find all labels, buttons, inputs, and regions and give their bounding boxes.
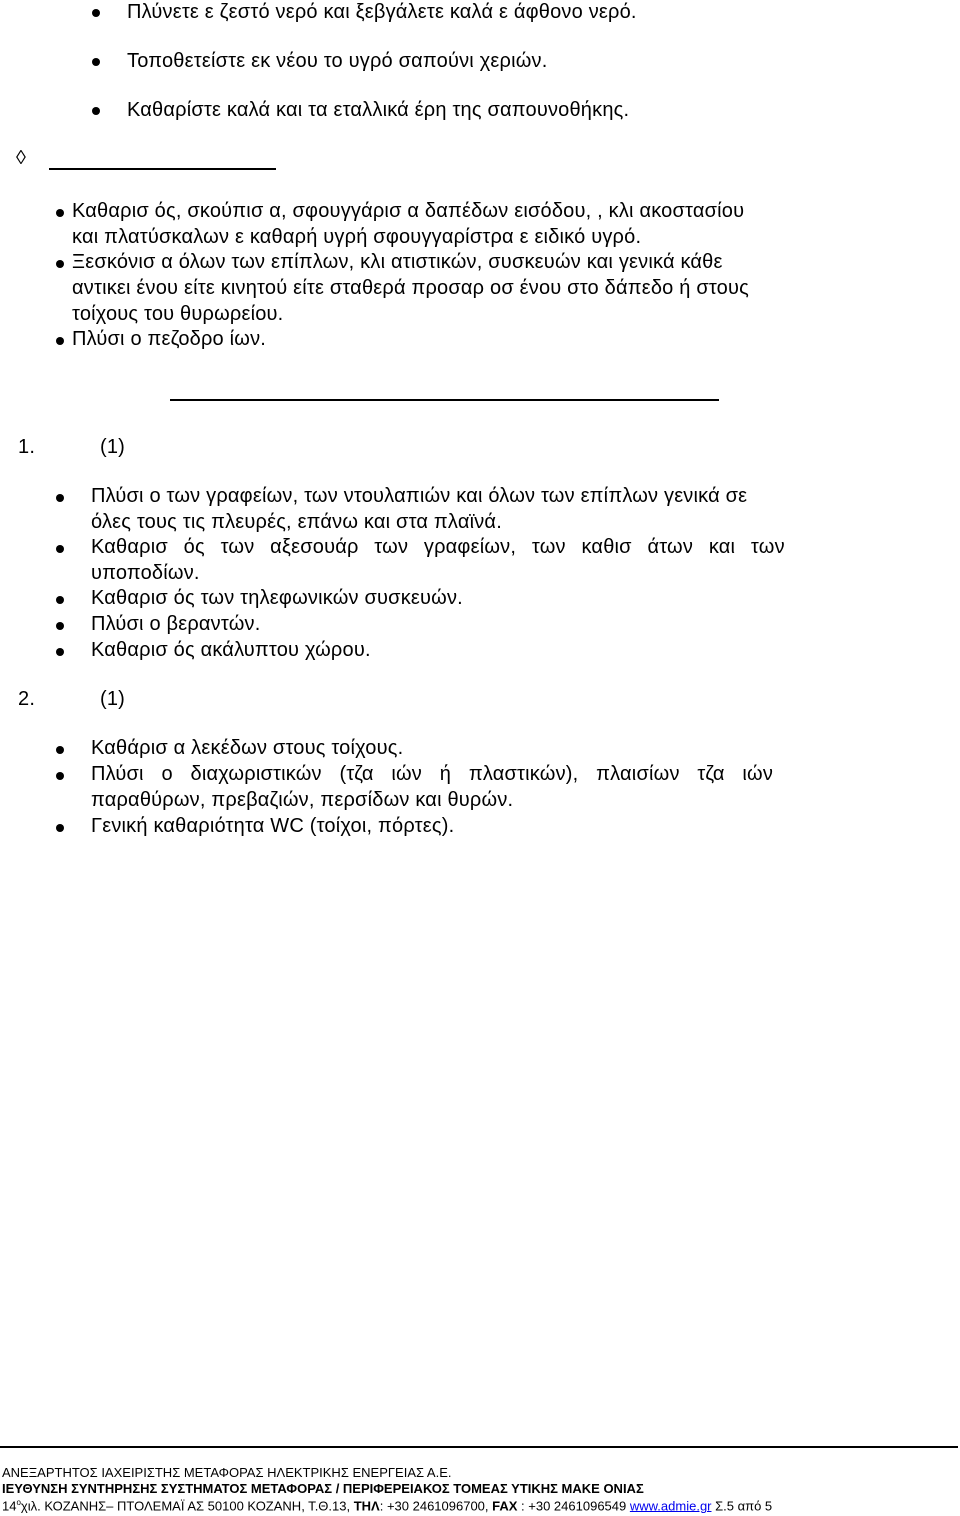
fax-value: : +30 2461096549	[517, 1498, 630, 1514]
bullet-marker	[56, 337, 64, 345]
list-item: Καθαρίστε καλά και τα εταλλικά έρη της σαπουνοθήκης.	[127, 99, 630, 121]
address-text: χιλ. ΚΟΖΑΝΗΣ– ΠΤΟΛΕΜΑΪ ΑΣ 50100 ΚΟΖΑΝΗ, Τ.Θ.13,	[20, 1498, 354, 1514]
heading-underline	[49, 168, 276, 170]
list-item-line: και πλατύσκαλων ε καθαρή υγρή σφουγγαρίστρα ε ειδικό υγρό.	[72, 226, 642, 248]
bullet-marker	[56, 545, 64, 553]
address-ordinal: ο	[16, 1498, 21, 1507]
bullet-marker	[56, 622, 64, 630]
list-item-line: Πλύσι ο διαχωριστικών (τζα ιών ή πλαστικών), πλαισίων τζα ιών	[91, 763, 774, 785]
section-tag: (1)	[100, 688, 126, 710]
list-item-line: Πλύσι ο βεραντών.	[91, 613, 261, 635]
list-item-line: όλες τους τις πλευρές, επάνω και στα πλαϊνά.	[91, 511, 502, 533]
list-item: Τοποθετείστε εκ νέου το υγρό σαπούνι χεριών.	[127, 50, 548, 72]
footer-address	[2, 1498, 772, 1513]
list-item-line: Πλύσι ο των γραφείων, των ντουλαπιών και όλων των επίπλων γενικά σε	[91, 485, 748, 507]
diamond-icon: ◊	[16, 147, 27, 169]
section-tag: (1)	[100, 436, 126, 458]
list-item-line: υποποδίων.	[91, 562, 200, 584]
list-item-line: Πλύσι ο πεζοδρο ίων.	[72, 328, 267, 350]
section-rule	[170, 399, 719, 401]
bullet-marker	[56, 209, 64, 217]
tel-value: : +30 2461096700,	[379, 1498, 493, 1514]
bullet-marker	[92, 107, 100, 115]
list-item: Πλύνετε ε ζεστό νερό και ξεβγάλετε καλά ε άφθονο νερό.	[127, 1, 637, 23]
list-item-line: Ξεσκόνισ α όλων των επίπλων, κλι ατιστικών, συσκευών και γενικά κάθε	[72, 251, 723, 273]
bullet-marker	[56, 494, 64, 502]
fax-label: FAX	[492, 1498, 518, 1514]
list-item-line: Καθαρισ ός των αξεσουάρ των γραφείων, των καθισ άτων και των	[91, 536, 785, 558]
list-item-line: Καθάρισ α λεκέδων στους τοίχους.	[91, 737, 404, 759]
bullet-marker	[92, 9, 100, 17]
tel-label: ΤΗΛ	[353, 1498, 380, 1514]
bullet-marker	[56, 596, 64, 604]
bullet-marker	[56, 648, 64, 656]
address-number: 14	[2, 1498, 17, 1514]
bullet-marker	[92, 58, 100, 66]
page-number: Σ.5 από 5	[711, 1498, 773, 1514]
footer-division: ΙΕΥΘΥΝΣΗ ΣΥΝΤΗΡΗΣΗΣ ΣΥΣΤΗΜΑΤΟΣ ΜΕΤΑΦΟΡΑΣ / ΠΕΡΙΦΕΡΕΙΑΚΟΣ ΤΟΜΕΑΣ ΥΤΙΚΗΣ ΜΑΚΕ ΟΝΙΑΣ	[2, 1481, 644, 1496]
bullet-marker	[56, 772, 64, 780]
list-item-line: Καθαρισ ός των τηλεφωνικών συσκευών.	[91, 587, 463, 609]
list-item-line: αντικει ένου είτε κινητού είτε σταθερά προσαρ οσ ένου στο δάπεδο ή στους	[72, 277, 749, 299]
bullet-marker	[56, 824, 64, 832]
website-link[interactable]: www.admie.gr	[629, 1498, 712, 1514]
bullet-marker	[56, 260, 64, 268]
list-item-line: παραθύρων, πρεβαζιών, περσίδων και θυρών.	[91, 789, 514, 811]
section-number: 1.	[18, 436, 36, 458]
footer-company: ΑΝΕΞΑΡΤΗΤΟΣ ΙΑΧΕΙΡΙΣΤΗΣ ΜΕΤΑΦΟΡΑΣ ΗΛΕΚΤΡΙΚΗΣ ΕΝΕΡΓΕΙΑΣ Α.Ε.	[2, 1465, 452, 1480]
list-item-line: Γενική καθαριότητα WC (τοίχοι, πόρτες).	[91, 815, 455, 837]
list-item-line: Καθαρισ ός ακάλυπτου χώρου.	[91, 639, 371, 661]
section-number: 2.	[18, 688, 36, 710]
list-item-line: τοίχους του θυρωρείου.	[72, 303, 284, 325]
footer-rule	[0, 1446, 958, 1448]
bullet-marker	[56, 746, 64, 754]
list-item-line: Καθαρισ ός, σκούπισ α, σφουγγάρισ α δαπέδων εισόδου, , κλι ακοστασίου	[72, 200, 745, 222]
